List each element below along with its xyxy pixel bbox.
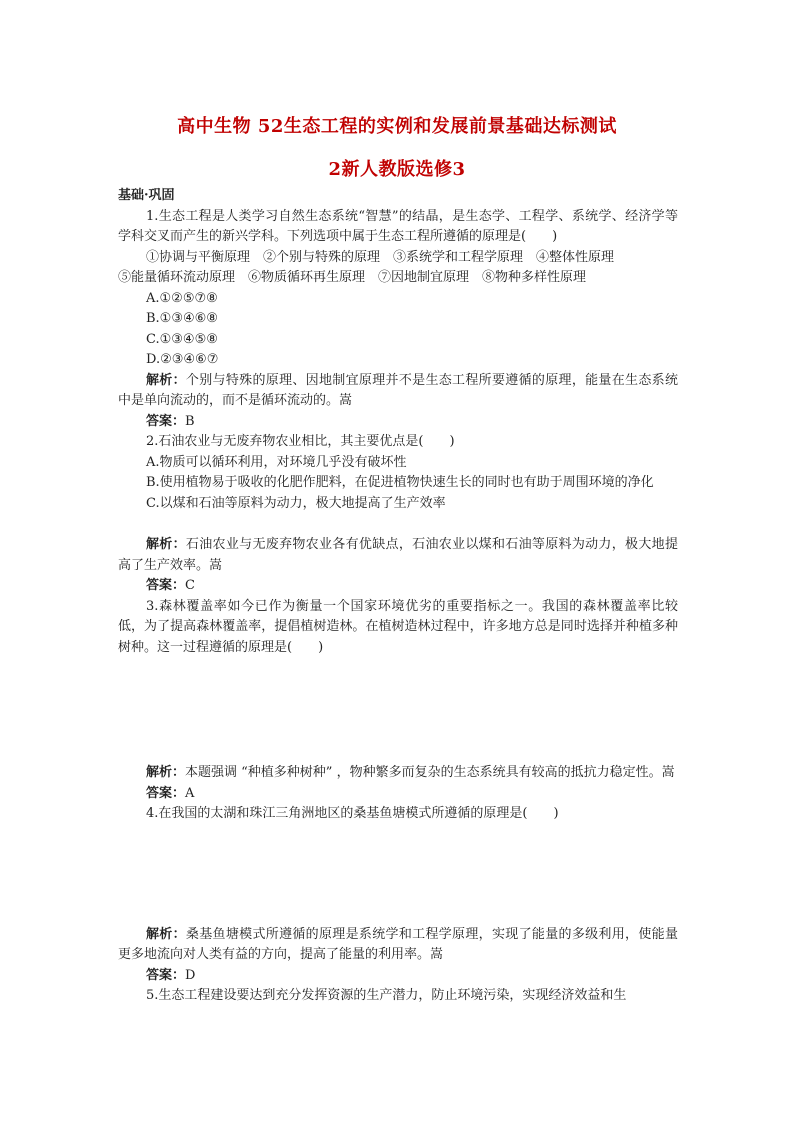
answer-value: A	[185, 785, 195, 801]
question-1-principles-line2: ⑤能量循环流动原理 ⑥物质循环再生原理 ⑦因地制宜原理 ⑧物种多样性原理	[118, 270, 587, 285]
analysis-label: 解析：	[146, 537, 186, 552]
question-5-stem: 5.生态工程建设要达到充分发挥资源的生产潜力，防止环境污染，实现经济效益和生	[146, 988, 627, 1003]
answer-value: D	[185, 967, 196, 983]
analysis-label: 解析：	[146, 926, 186, 942]
section-heading: 基础·巩固	[118, 188, 175, 203]
document-title-line2: 2新人教版选修3	[328, 159, 466, 180]
document-title-line1: 高中生物 52生态工程的实例和发展前景基础达标测试	[177, 116, 617, 137]
answer-label: 答案：	[146, 967, 186, 983]
question-2-stem: 2.石油农业与无废弃物农业相比，其主要优点是( )	[146, 434, 455, 449]
analysis-text: 桑基鱼塘模式所遵循的原理是系统学和工程学原理，实现了能量的多级利用，使能量更多地流向对人类有益的方向，提高了能量的利用率。嵩	[118, 926, 678, 962]
question-4-analysis	[118, 925, 678, 966]
question-4-answer	[118, 966, 678, 987]
question-1-stem: 1.生态工程是人类学习自然生态系统“智慧”的结晶，是生态学、工程学、系统学、经济学等学科交叉而产生的新兴学科。下列选项中属于生态工程所遵循的原理是( )	[118, 208, 678, 244]
question-1-principles-line1: ①协调与平衡原理 ②个别与特殊的原理 ③系统学和工程学原理 ④整体性原理	[146, 249, 615, 265]
question-1-option-a: A.①②⑤⑦⑧	[146, 290, 218, 306]
question-1-analysis	[118, 371, 678, 412]
question-2-option-c: C.以煤和石油等原料为动力，极大地提高了生产效率	[146, 495, 446, 511]
analysis-label: 解析：	[146, 765, 186, 780]
question-3-answer	[118, 784, 678, 805]
question-1-answer	[118, 412, 678, 433]
question-2-option-a: A.物质可以循环利用，对环境几乎没有破坏性	[146, 454, 407, 470]
question-1-option-b: B.①③④⑥⑧	[146, 311, 218, 326]
question-2-analysis	[118, 535, 678, 576]
analysis-text: 石油农业与无废弃物农业各有优缺点，石油农业以煤和石油等原料为动力，极大地提高了生产效率。嵩	[118, 537, 678, 573]
answer-label: 答案：	[146, 413, 186, 429]
question-3-analysis	[118, 763, 678, 784]
answer-label: 答案：	[146, 578, 186, 593]
answer-value: B	[185, 413, 195, 429]
answer-value: C	[185, 578, 195, 593]
question-3-stem: 3.森林覆盖率如今已作为衡量一个国家环境优劣的重要指标之一。我国的森林覆盖率比较低，为了提高森林覆盖率，提倡植树造林。在植树造林过程中，许多地方总是同时选择并种植多种树种。这一过程遵循的原理是( )	[118, 598, 678, 655]
question-1-option-d: D.②③④⑥⑦	[146, 352, 219, 367]
question-2-answer	[118, 576, 678, 597]
document-body	[118, 186, 678, 1007]
question-4-stem: 4.在我国的太湖和珠江三角洲地区的桑基鱼塘模式所遵循的原理是( )	[146, 806, 559, 821]
blank-space	[118, 658, 678, 763]
question-2-option-b: B.使用植物易于吸收的化肥作肥料，在促进植物快速生长的同时也有助于周围环境的净化	[146, 475, 654, 490]
analysis-text: 本题强调 “种植多种树种” ，物种繁多而复杂的生态系统具有较高的抵抗力稳定性。嵩	[185, 765, 675, 780]
question-1-option-c: C.①③④⑤⑧	[146, 331, 218, 347]
analysis-text: 个别与特殊的原理、因地制宜原理并不是生态工程所要遵循的原理，能量在生态系统中是单向流动的，而不是循环流动的。嵩	[118, 372, 678, 408]
blank-space	[118, 514, 678, 535]
analysis-label: 解析：	[146, 372, 186, 388]
answer-label: 答案：	[146, 785, 186, 801]
blank-space	[118, 825, 678, 925]
